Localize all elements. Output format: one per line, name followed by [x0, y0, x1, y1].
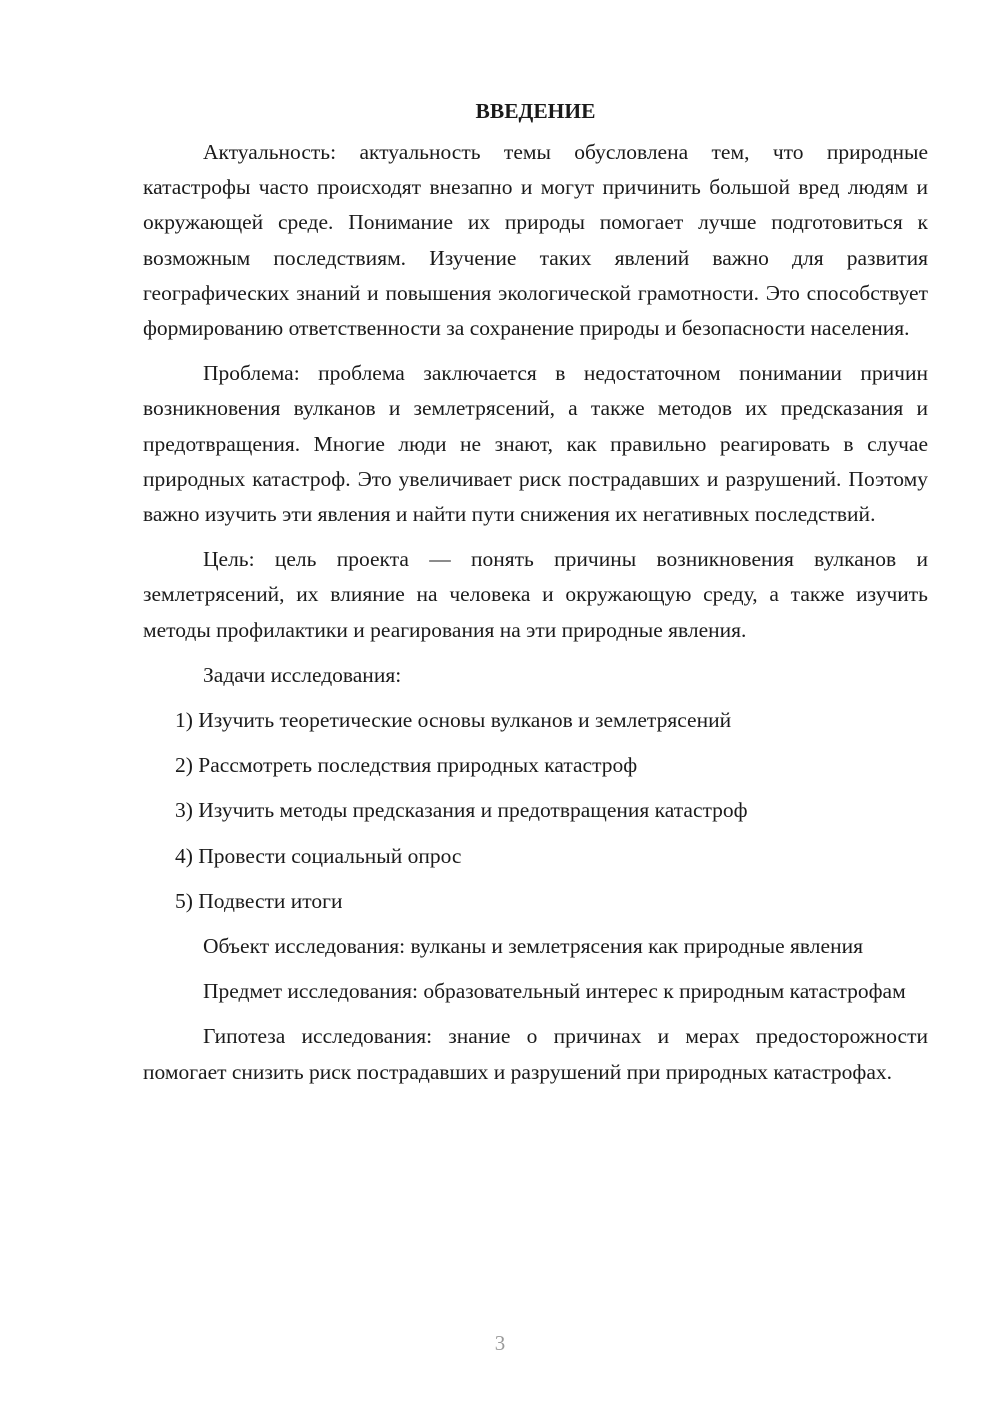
- page-number: 3: [494, 1331, 506, 1355]
- relevance-paragraph: Актуальность: актуальность темы обусловлена тем, что природные катастрофы часто происходят внезапно и могут причинить большой вред людям и окружающей среде. Понимание их природы помогает лучше подготовиться к возможным последствиям. Изучение таких явлений важно для развития географических знаний и повышения экологической грамотности. Это способствует формированию ответственности за сохранение природы и безопасности населения.: [143, 140, 928, 341]
- tasks-title: Задачи исследования:: [203, 662, 402, 687]
- task-item-2: 2) Рассмотреть последствия природных катастроф: [175, 753, 638, 778]
- problem-paragraph: Проблема: проблема заключается в недостаточном понимании причин возникновения вулканов и землетрясений, а также методов их предсказания и предотвращения. Многие люди не знают, как правильно реагировать в случае природных катастроф. Это увеличивает риск пострадавших и разрушений. Поэтому важно изучить эти явления и найти пути снижения их негативных последствий.: [143, 361, 928, 527]
- goal-paragraph: Цель: цель проекта — понять причины возникновения вулканов и землетрясений, их влияние на человека и окружающую среду, а также изучить методы профилактики и реагирования на эти природные явления.: [143, 547, 928, 642]
- task-item-5: 5) Подвести итоги: [175, 888, 343, 913]
- page-title: ВВЕДЕНИЕ: [475, 99, 596, 123]
- tasks-list: [143, 703, 928, 919]
- task-item-3: 3) Изучить методы предсказания и предотвращения катастроф: [175, 798, 748, 823]
- task-item-4: 4) Провести социальный опрос: [175, 843, 462, 868]
- object-paragraph: Объект исследования: вулканы и землетрясения как природные явления: [203, 934, 863, 959]
- hypothesis-paragraph: Гипотеза исследования: знание о причинах и мерах предосторожности помогает снизить риск пострадавших и разрушений при природных катастрофах.: [143, 1024, 928, 1084]
- subject-paragraph: Предмет исследования: образовательный интерес к природным катастрофам: [203, 979, 906, 1004]
- document-page: [143, 94, 928, 1100]
- task-item-1: 1) Изучить теоретические основы вулканов и землетрясений: [175, 708, 732, 733]
